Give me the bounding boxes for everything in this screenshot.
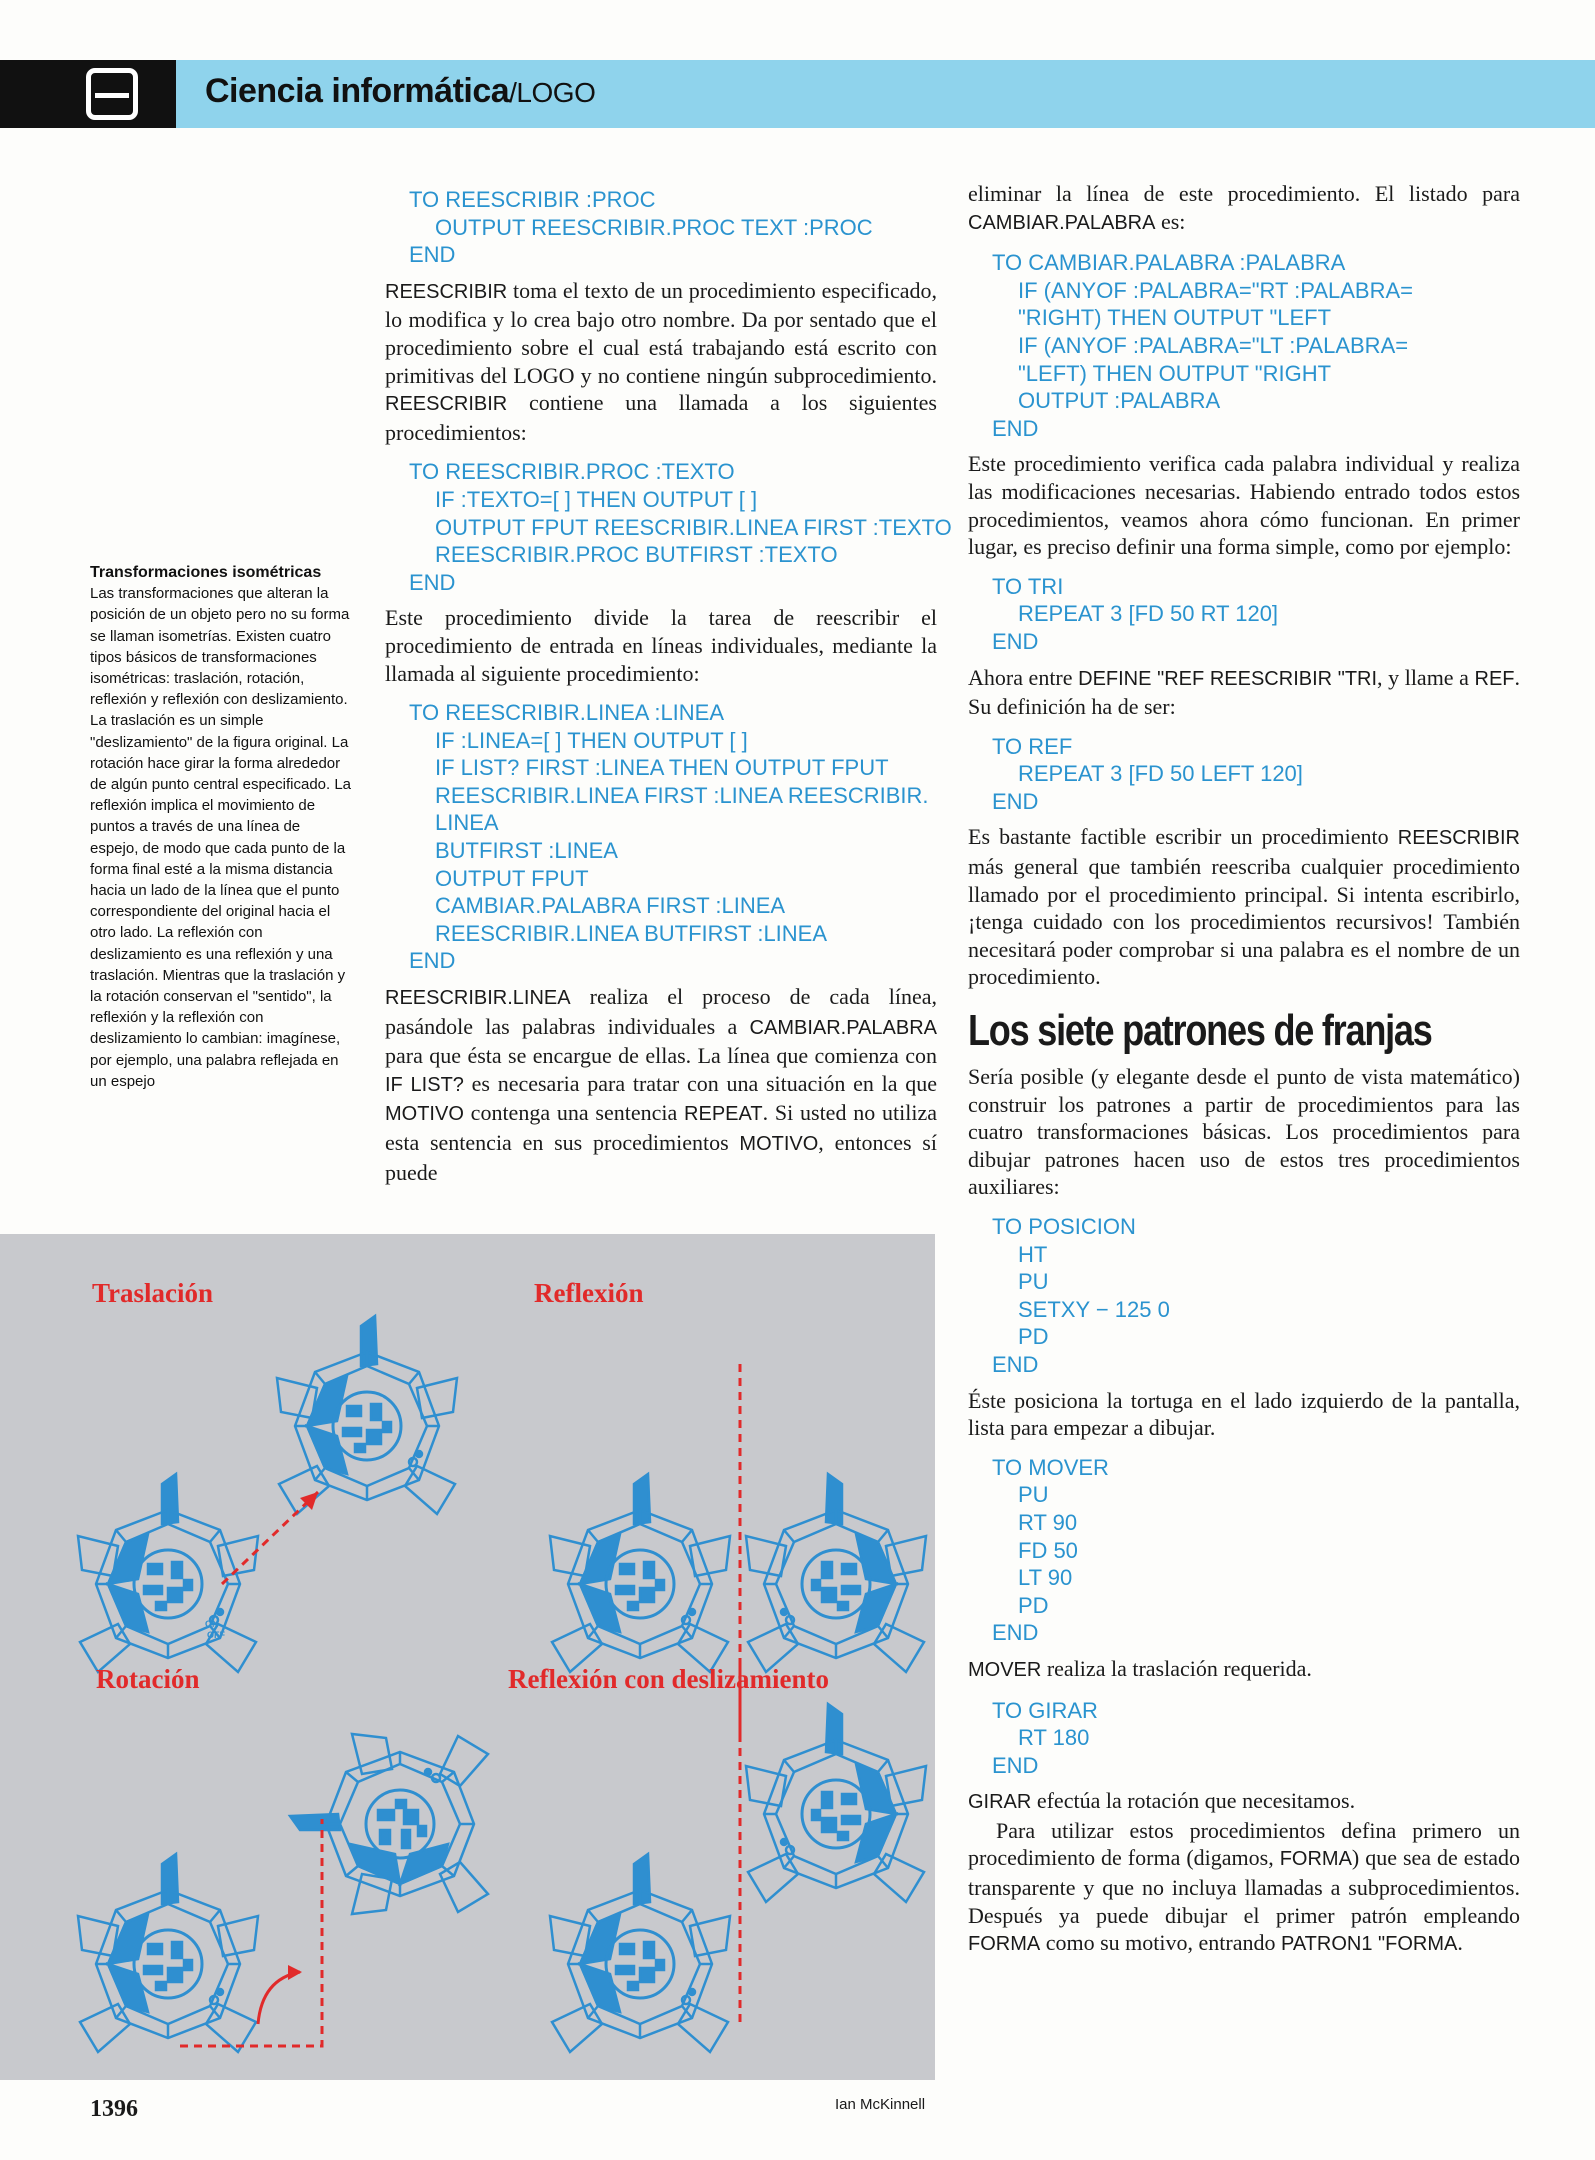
header-badge — [0, 60, 176, 128]
paragraph: eliminar la línea de este procedimiento. El listado para CAMBIAR.PALABRA es: — [968, 181, 1520, 234]
turtle-translation-2 — [277, 1316, 457, 1514]
code-line: TO REESCRIBIR.PROC :TEXTO — [409, 459, 735, 485]
turtle-rotation-1 — [78, 1854, 258, 2052]
code-line: IF (ANYOF :PALABRA="RT :PALABRA= — [1018, 277, 1413, 303]
code-ref — [992, 733, 1520, 816]
paragraph: Este procedimiento verifica cada palabra individual y realiza las modificaciones necesarias. Habiendo entrado todos estos procedimientos, veamos ahora cómo funcionan. En primer lugar, es preciso definir una forma simple, como por ejemplo: — [968, 451, 1520, 560]
middle-column — [385, 180, 952, 1198]
code-line: PU — [1018, 1482, 1049, 1508]
code-line: LT 90 — [1018, 1565, 1073, 1591]
code-line: SETXY − 125 0 — [1018, 1296, 1170, 1322]
figure-drawing — [0, 1234, 935, 2080]
code-line: TO TRI — [992, 573, 1064, 599]
turtle-reflection-1 — [550, 1474, 730, 1672]
rotation-arrow-icon — [258, 1972, 300, 2024]
code-line: TO REESCRIBIR.LINEA :LINEA — [409, 700, 725, 726]
turtle-label-on: ON — [205, 1619, 219, 1629]
code-line: END — [992, 1752, 1039, 1778]
computer-icon — [86, 68, 138, 120]
code-tri — [992, 573, 1520, 656]
label-translation: Traslación — [92, 1278, 213, 1308]
label-glide-reflection: Reflexión con deslizamiento — [508, 1664, 829, 1694]
paragraph: Es bastante factible escribir un procedimiento REESCRIBIR más general que también reescriba cualquier procedimiento llamado por el procedimiento principal. Si intenta escribirlo, ¡tenga cuidado con los procedimientos recursivos! También necesitará poder comprobar si una palabra es el nombre de un procedimiento. — [968, 824, 1520, 990]
section-header — [0, 60, 1595, 128]
code-line: FD 50 — [1018, 1537, 1078, 1563]
code-reescribir-proc — [409, 458, 952, 596]
rotation-arrow-head-icon — [288, 1965, 302, 1980]
page-number: 1396 — [90, 2096, 138, 2122]
code-line: PD — [1018, 1592, 1049, 1618]
code-girar — [992, 1697, 1520, 1780]
code-line: BUTFIRST :LINEA — [435, 838, 618, 864]
header-title: Ciencia informática/LOGO — [205, 72, 596, 110]
code-line: END — [409, 242, 456, 268]
code-line: HT — [1018, 1241, 1048, 1267]
code-line: TO MOVER — [992, 1454, 1109, 1480]
paragraph: Este procedimiento divide la tarea de reescribir el procedimiento de entrada en líneas individuales, mediante la llamada al siguiente procedimiento: — [385, 605, 937, 686]
paragraph: Ahora entre DEFINE "REF REESCRIBIR "TRI, y llame a REF. Su definición ha de ser: — [968, 664, 1521, 720]
right-column — [968, 180, 1520, 1971]
code-reescribir-linea — [409, 699, 937, 975]
code-line: REESCRIBIR.LINEA FIRST :LINEA REESCRIBIR. — [435, 782, 929, 808]
code-reescribir — [409, 186, 937, 269]
turtle-label-off: OFF — [207, 1630, 225, 1640]
paragraph: REESCRIBIR toma el texto de un procedimiento especificado, lo modifica y lo crea bajo otro nombre. Da por sentado que el procedimiento sobre el cual está trabajando está escrito con primitivas del LOGO y no contiene ningún subprocedimiento. REESCRIBIR contiene una llamada a los siguientes procedimientos: — [385, 277, 937, 445]
paragraph: GIRAR efectúa la rotación que necesitamos. — [968, 1788, 1356, 1814]
sidebar-title: Transformaciones isométricas — [90, 564, 322, 581]
code-line: PD — [1018, 1324, 1049, 1350]
code-cambiar-palabra — [992, 249, 1520, 442]
code-line: TO CAMBIAR.PALABRA :PALABRA — [992, 250, 1346, 276]
code-line: END — [992, 628, 1039, 654]
code-line: IF :TEXTO=[ ] THEN OUTPUT [ ] — [435, 486, 758, 512]
turtle-rotation-2 — [290, 1734, 488, 1914]
rotation-path — [180, 1819, 322, 2046]
code-line: END — [992, 788, 1039, 814]
code-line: REESCRIBIR.LINEA BUTFIRST :LINEA — [435, 920, 828, 946]
code-line: TO POSICION — [992, 1214, 1136, 1239]
turtle-translation-1 — [78, 1474, 258, 1672]
turtle-glide-2 — [746, 1704, 926, 1902]
translation-arrow — [222, 1492, 318, 1584]
code-line: END — [409, 948, 456, 974]
code-line: "LEFT) THEN OUTPUT "RIGHT — [1018, 360, 1332, 386]
code-line: RT 180 — [1018, 1725, 1090, 1751]
code-line: TO REESCRIBIR :PROC — [409, 187, 656, 212]
code-line: CAMBIAR.PALABRA FIRST :LINEA — [435, 893, 786, 919]
code-line: IF :LINEA=[ ] THEN OUTPUT [ ] — [435, 727, 748, 753]
label-reflection: Reflexión — [534, 1278, 644, 1308]
arrow-head-icon — [300, 1492, 318, 1510]
code-line: LINEA — [435, 810, 499, 836]
code-line: OUTPUT :PALABRA — [1018, 388, 1221, 414]
section-title: Los siete patrones de franjas — [968, 1006, 1432, 1056]
code-line: OUTPUT REESCRIBIR.PROC TEXT :PROC — [435, 214, 873, 240]
code-line: RT 90 — [1018, 1509, 1078, 1535]
paragraph: MOVER realiza la traslación requerida. — [968, 1655, 1312, 1681]
code-line: OUTPUT FPUT — [435, 865, 589, 891]
code-line: REPEAT 3 [FD 50 LEFT 120] — [1018, 761, 1303, 787]
paragraph: Éste posiciona la tortuga en el lado izquierdo de la pantalla, lista para empezar a dibujar. — [968, 1387, 1520, 1441]
code-line: TO REF — [992, 733, 1073, 759]
code-line: END — [992, 1351, 1039, 1377]
turtle-glide-1 — [550, 1854, 730, 2052]
code-line: IF LIST? FIRST :LINEA THEN OUTPUT FPUT — [435, 755, 889, 781]
code-line: REPEAT 3 [FD 50 RT 120] — [1018, 601, 1279, 627]
paragraph: Sería posible (y elegante desde el punto de vista matemático) construir los patrones a partir de procedimientos para las cuatro transformaciones básicas. Los procedimientos para dibujar patrones hacen uso de estos tres procedimientos auxiliares: — [968, 1064, 1520, 1200]
code-line: IF (ANYOF :PALABRA="LT :PALABRA= — [1018, 332, 1409, 358]
paragraph: REESCRIBIR.LINEA realiza el proceso de cada línea, pasándole las palabras individuales a CAMBIAR.PALABRA para que ésta se encargue de ellas. La línea que comienza con IF LIST? es necesaria para tratar con una situación en la que MOTIVO contenga una sentencia REPEAT. Si usted no utiliza esta sentencia en sus procedimientos MOTIVO, entonces sí puede — [385, 984, 937, 1185]
code-posicion — [992, 1213, 1520, 1379]
code-line: OUTPUT FPUT REESCRIBIR.LINEA FIRST :TEXTO — [435, 514, 952, 540]
code-line: END — [409, 569, 456, 595]
sidebar-note — [90, 562, 352, 1092]
illustration-credit: Ian McKinnell — [835, 2096, 926, 2113]
paragraph: Para utilizar estos procedimientos defina primero un procedimiento de forma (digamos, FORMA) que sea de estado transparente y que no incluya llamadas a subprocedimientos. Después ya puede dibujar el primer patrón empleando FORMA como su motivo, entrando PATRON1 "FORMA. — [968, 1817, 1520, 1956]
isometry-figure — [0, 1234, 935, 2080]
code-line: REESCRIBIR.PROC BUTFIRST :TEXTO — [435, 542, 838, 568]
code-line: "RIGHT) THEN OUTPUT "LEFT — [1018, 305, 1332, 331]
code-line: TO GIRAR — [992, 1697, 1098, 1723]
code-line: END — [992, 1620, 1039, 1646]
sidebar-text: Las transformaciones que alteran la posición de un objeto pero no su forma se llaman isometrías. Existen cuatro tipos básicos de transformaciones isométricas: traslación, rotación, reflexión y reflexión con deslizamiento. La traslación es un simple "deslizamiento" de la figura original. La rotación hace girar la forma alrededor de algún punto central especificado. La reflexión implica el movimiento de puntos a través de una línea de espejo, de modo que cada punto de la forma final esté a la misma distancia hacia un lado de la línea que el punto correspondiente del original hacia el otro lado. La reflexión con deslizamiento es una reflexión y una traslación. Mientras que la traslación y la rotación conservan el "sentido", la reflexión y la reflexión con deslizamiento lo cambian: imagínese, por ejemplo, una palabra reflejada en un espejo — [90, 585, 352, 1090]
code-line: END — [992, 415, 1039, 441]
code-line: PU — [1018, 1269, 1049, 1295]
label-rotation: Rotación — [96, 1664, 200, 1694]
code-mover — [992, 1454, 1520, 1647]
turtle-reflection-2 — [746, 1474, 926, 1672]
